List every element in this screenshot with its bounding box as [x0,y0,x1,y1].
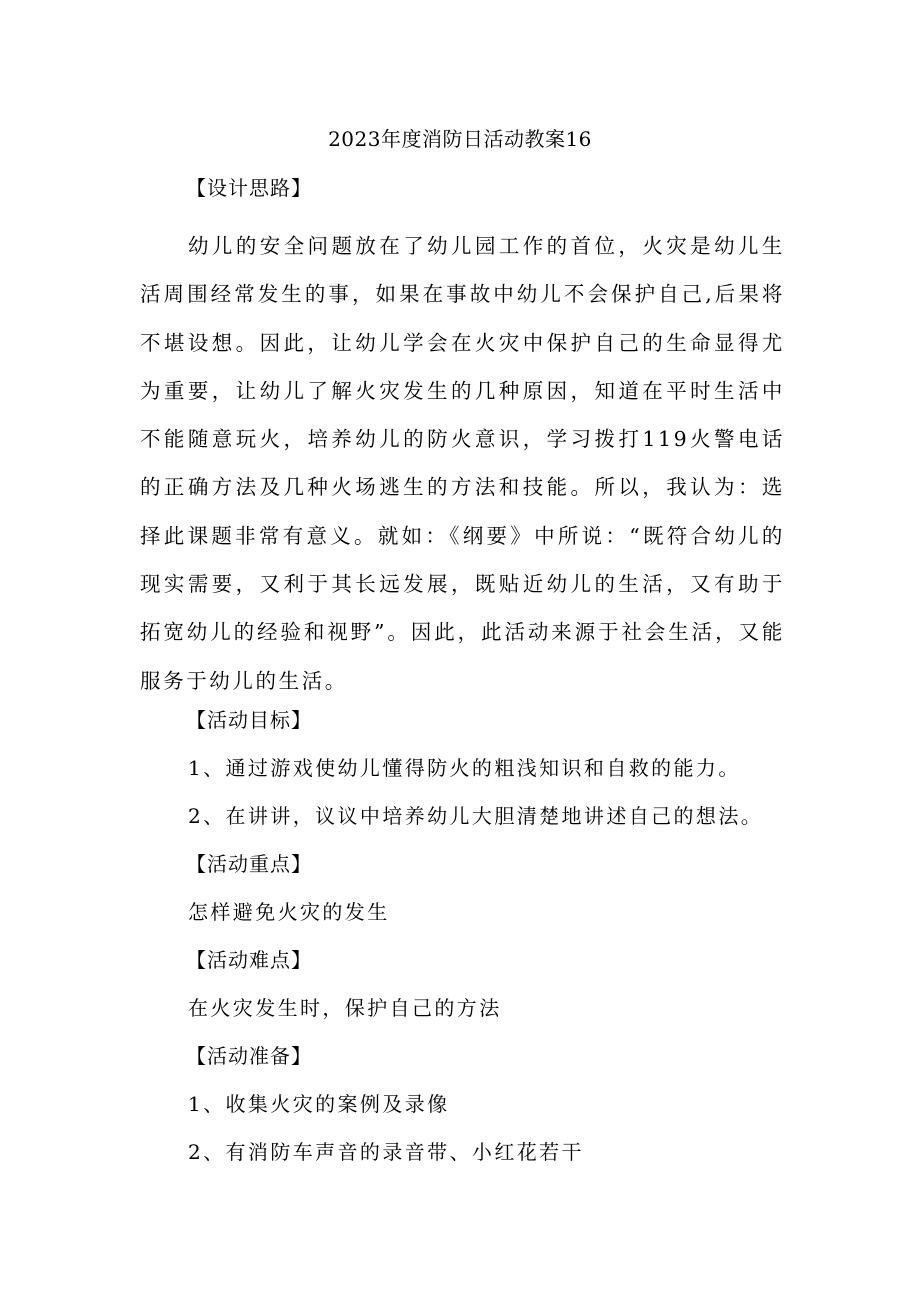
preparation-item-1: 1、收集火灾的案例及录像 [188,1092,450,1116]
difficulty-text: 在火灾发生时，保护自己的方法 [188,996,502,1020]
document-title: 2023年度消防日活动教案16 [328,127,592,151]
key-point-text: 怎样避免火灾的发生 [188,900,390,924]
goals-heading: 【活动目标】 [186,708,312,732]
design-heading: 【设计思路】 [186,176,312,200]
difficulty-heading: 【活动难点】 [186,948,312,972]
design-paragraph: 幼儿的安全问题放在了幼儿园工作的首位，火灾是幼儿生活周围经常发生的事，如果在事故中幼儿不会保护自己,后果将不堪设想。因此，让幼儿学会在火灾中保护自己的生命显得尤为重要，让幼儿了解火灾发生的几种原因，知道在平时生活中不能随意玩火，培养幼儿的防火意识，学习拨打119火警电话的正确方法及几种火场逃生的方法和技能。所以，我认为：选择此课题非常有意义。就如：《纲要》中所说：“既符合幼儿的现实需要，又利于其长远发展，既贴近幼儿的生活，又有助于拓宽幼儿的经验和视野”。因此，此活动来源于社会生活，又能服务于幼儿的生活。 [140,234,785,693]
goal-item-2: 2、在讲讲，议议中培养幼儿大胆清楚地讲述自己的想法。 [188,804,764,828]
goal-item-1: 1、通过游戏使幼儿懂得防火的粗浅知识和自救的能力。 [188,756,741,780]
preparation-heading: 【活动准备】 [186,1044,312,1068]
key-point-heading: 【活动重点】 [186,852,312,876]
preparation-item-2: 2、有消防车声音的录音带、小红花若干 [188,1140,584,1164]
